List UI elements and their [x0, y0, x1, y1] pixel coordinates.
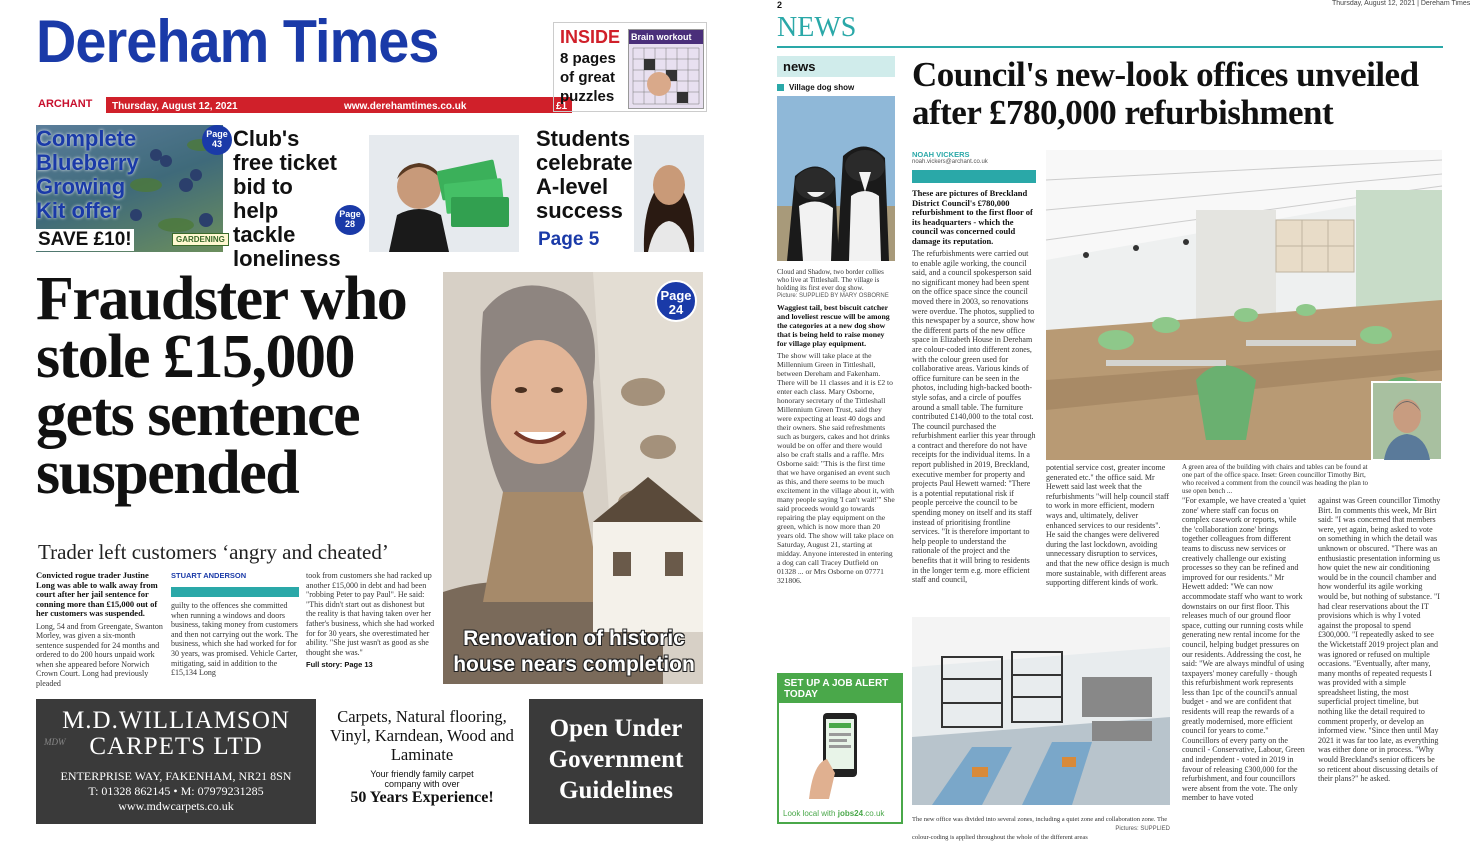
news-sidebar — [777, 56, 895, 668]
main-photo-caption-box — [1182, 463, 1372, 495]
cover-price: £1 — [556, 101, 568, 112]
students-headline: Students celebrate A-level success — [536, 126, 633, 223]
blueberry-headline: Complete Blueberry Growing Kit offer — [36, 126, 139, 223]
lead-intro: Convicted rogue trader Justine Long was able to walk away from court after her jail sentence for conning more than £15,000 out of her customers was suspended. — [36, 570, 158, 618]
date-bar — [36, 95, 568, 115]
article-byline: NOAH VICKERS — [912, 150, 970, 159]
page-number: 2 — [777, 0, 783, 10]
puzzle-grid-icon — [629, 44, 703, 106]
puzzle-title: Brain workout — [629, 30, 703, 44]
full-story-link[interactable]: Full story: Page 13 — [306, 660, 373, 670]
sidebar-label: news — [777, 56, 895, 77]
lead-col3-text: took from customers she had racked up another £15,000 in debt and had been "robbing Peter to pay Paul". He said: "This didn't start out as dishonest but the reality is that having taken over her father's business, which she had worked for for 30 years, she overestimated her ability. "She just wasn't as good as she thought she was." — [306, 571, 435, 657]
byline-bar — [171, 587, 299, 597]
article-headline: Council's new-look offices unveiled after £780,000 refurbishment — [912, 55, 1419, 132]
article-col2-text: potential service cost, greater income generated etc." the office said. Mr Hewett said last week that the refurbishments "will help council staff to work in more efficient, modern ways and, ultimately, deliver enhanced services to our residents". He said the changes were delivered during the last lockdown, avoiding unnecessary disruption to services, and that the new office design is much more sustainable, with different areas supporting different kinds of work. — [1046, 463, 1170, 588]
ad-williamson-carpets[interactable] — [36, 699, 316, 824]
inside-text: 8 pages of great puzzles — [560, 50, 616, 105]
job-ad-footer-post: .co.uk — [863, 809, 885, 818]
ad1-logo-mark: MDW — [44, 737, 66, 747]
lead-col2-text: guilty to the offences she committed when running a windows and doors business, taking money from customers and then not carrying out the work. The business, which she had worked for for 30 years, was promised. Vehicle Carter, mitigating, said in addition to the £15,134 Long — [171, 601, 298, 678]
ad1-phone: T: 01328 862145 • M: 07979231285 — [88, 784, 264, 798]
sidebar-intro: Waggiest tail, best biscuit catcher and loveliest rescue will be among the categories at a new dog show that is being held to raise money for village play equipment. — [777, 303, 890, 348]
article-intro: These are pictures of Breckland District Council's £780,000 refurbishment to the first floor of its headquarters - which the council was concerned could damage its reputation. — [912, 188, 1033, 246]
inside-label: INSIDE — [560, 27, 621, 47]
article-col-1 — [912, 150, 1036, 651]
ad-flooring[interactable] — [322, 699, 522, 824]
gardening-logo: GARDENING — [172, 233, 229, 246]
dogs-caption: Cloud and Shadow, two border collies who live at Tittleshall. The village is holding its first ever dog show. — [777, 268, 884, 292]
article-col-2 — [1046, 463, 1170, 588]
sidebar-tag: Village dog show — [789, 83, 855, 92]
article-col3-text: "For example, we have created a 'quiet zone' where staff can focus on complex casework or reports, while the 'collaboration zone' brings together colleagues from different teams to discuss new services or creatively challenge our existing processes so they can be refined and improved for our residents." Mr Hewett added: "We can now accommodate staff who want to work downstairs on our first floor. This releases much of our ground floor space, cutting our running costs while generating new rental income for the council, helping budget pressures on our residents. Addressing the cost, he said: "We are always mindful of using taxpayers' money carefully - though this refurbishment work represents less than 1pc of the council's annual budget - and we are confident that residents will reap the rewards of a greatly modernised, more efficient council for years to come." Councillors of every party on the council - Conservative, Labour, Green and independent - voted in 2019 in favour of releasing £300,000 for the refurbishment, and four councillors were absent from the vote. The only member to have voted — [1182, 496, 1306, 803]
ad2-line2: Your friendly family carpet company with over — [370, 769, 474, 789]
office-photo-main — [1046, 150, 1442, 460]
ad1-address: ENTERPRISE WAY, FAKENHAM, NR21 8SN — [60, 769, 292, 783]
bottom-caption-box — [912, 808, 1170, 844]
main-photo-caption: A green area of the building with chairs and tables can be found at one part of the office space. Inset: Green councillor Timothy Birt, who received a comment from the council was heading the plan to use open bench ... — [1182, 463, 1369, 495]
blueberry-saving: SAVE £10! — [38, 229, 132, 250]
ad2-line1: Carpets, Natural flooring, Vinyl, Karndean, Wood and Laminate — [330, 707, 514, 764]
page-badge: Page 24 — [655, 280, 697, 322]
ad3-text: Open Under Government Guidelines — [548, 715, 684, 804]
section-title: NEWS — [777, 12, 857, 43]
lead-photo — [443, 272, 703, 684]
job-ad-footer-pre: Look local with — [783, 809, 836, 818]
man-with-tickets-photo — [369, 135, 519, 252]
ad2-line3: 50 Years Experience! — [350, 789, 494, 806]
tag-marker-icon — [777, 84, 784, 91]
byline-bar — [912, 170, 1036, 183]
page-badge: Page 28 — [335, 205, 365, 235]
job-ad-footer-brand: jobs24 — [837, 809, 864, 818]
dogs-credit: Picture: SUPPLIED BY MARY OSBORNE — [777, 293, 889, 299]
job-ad-title: SET UP A JOB ALERT TODAY — [779, 675, 901, 703]
inside-puzzles-teaser[interactable] — [553, 22, 707, 112]
student-photo — [634, 135, 704, 252]
article-col-4 — [1318, 496, 1442, 818]
photo-caption: Renovation of historic house nears completion — [453, 627, 695, 676]
article-email: noah.vickers@archant.co.uk — [912, 159, 988, 165]
councillor-inset-photo — [1372, 382, 1442, 460]
website-link[interactable]: www.derehamtimes.co.uk — [344, 101, 467, 112]
lead-col1-text: Long, 54 and from Greengate, Swanton Morley, was given a six-month sentence suspended for 24 months and ordered to do 200 hours unpaid work when she appeared before Norwich Crown Court. Long had previously pleaded — [36, 621, 163, 689]
office-zones-photo — [912, 617, 1170, 805]
lead-headline: Fraudster who stole £15,000 gets sentence suspended — [36, 265, 407, 507]
job-alert-ad[interactable] — [777, 673, 903, 824]
lead-col-1 — [36, 571, 164, 689]
ad1-website: www.mdwcarpets.co.uk — [118, 799, 234, 813]
issue-date: Thursday, August 12, 2021 — [112, 101, 238, 112]
ad1-line1: M.D.WILLIAMSON — [62, 707, 290, 734]
sidebar-body: The show will take place at the Millennium Green in Tittleshall, between Dereham and Fakenham. There will be 11 classes and it is £2 to enter each class. Mary Osborne, honorary secretary of the Tittleshall Millennium Green Trust, said they were expecting at least 40 dogs and their owners. She said refreshments such as burgers, cakes and hot drinks would be on offer and there would also be craft stalls and a raffle. Mrs Osborne said: "This is the first time that we have organised an event such as this, and there seems to be much excitement in the village about it, with many people saying 'I can't wait!'" She said proceeds would go towards repairing the play equipment on the green, which is now more than 20 years old. The show will take place on Saturday, August 21, starting at midday. Anyone interested in entering a dog can call Tracey Dutfield on 01328 ... or Mrs Osborne on 07771 321806. — [777, 351, 895, 585]
bottom-photo-credit: Pictures: SUPPLIED — [1115, 826, 1170, 832]
bottom-photo-caption: The new office was divided into several zones, including a quiet zone and collaboration zone. The colour-coding is applied throughout the whole of the different areas — [912, 816, 1168, 841]
club-headline: Club's free ticket bid to help tackle loneliness — [233, 126, 341, 271]
office-photo-bottom — [912, 617, 1170, 805]
publisher-logo: ARCHANT — [38, 98, 93, 110]
students-page-link[interactable]: Page 5 — [538, 229, 600, 250]
article-col4-text: against was Green councillor Timothy Birt. In comments this week, Mr Birt said: "I was concerned that members were, yet again, being asked to vote on something in which the detail was unknown or obscured. "There was an enthusiastic presentation informing us how quiet the new air conditioning would be in the council chamber and how wonderful its agile working would be, but nothing of substance. "I had clear reservations about the IT provisions which is why I voted against the proposal to spend £300,000. "I repeatedly asked to see the Wicketstaff 2019 project plan and was ignored or refused on multiple occasions. "Eventually, after many, many months of repeated requests I was provided with a simple spreadsheet listing, the most superficial project timeline, but nothing like the detail required to comment properly, or develop an informed view. "Since then until May 2021 it was far too late, as everything was either done or in process. "Why would Breckland's senior officers be so reticent about discussing details of their plans?" he asked. — [1318, 496, 1441, 784]
dogs-photo — [777, 96, 895, 261]
phone-in-hand-icon — [779, 703, 901, 799]
club-teaser[interactable] — [229, 125, 519, 271]
folio: Thursday, August 12, 2021 | Dereham Times — [1332, 0, 1471, 7]
masthead: Dereham Times — [36, 8, 439, 75]
lead-standfirst: Trader left customers ‘angry and cheated’ — [38, 540, 389, 564]
blueberry-teaser[interactable] — [36, 125, 228, 252]
article-col-3 — [1182, 496, 1306, 818]
ad-open-under-guidelines[interactable] — [529, 699, 703, 824]
lead-byline: STUART ANDERSON — [171, 571, 247, 580]
page-badge: Page 43 — [202, 125, 232, 155]
article-col1-text: The refurbishments were carried out to enable agile working, the council said, and a council spokesperson said no significant money had been spent on the office space since the council moved there in 2003, so renovations were overdue. The photos, supplied to this newspaper by a source, show how the different parts of the new office space in Elizabeth House in Dereham are colour-coded into different zones, with the colour green used for collaborative areas. Various kinds of office furniture can be seen in the photos, including high-backed booth-style sofas, and a circle of pouffes around a small table. The furniture contributed £140,000 to the total cost. The council purchased the refurbishment earlier this year through a contract and therefore do not have receipts for the individual items. In a report published in 2019, Breckland, executive member for property and projects Paul Hewett warned: "There is a potential reputational risk if people perceive the council to be spending money on itself and its staff instead of prioritising frontline services. "It is therefore important to help people to understand the rationale of the project and the benefits that it will bring to residents in the longer term e.g. more efficient staff and council, — [912, 249, 1036, 585]
ad1-line2: CARPETS LTD — [89, 733, 263, 760]
lead-col-2 — [171, 571, 299, 678]
lead-col-3 — [306, 571, 436, 669]
students-teaser[interactable] — [534, 125, 704, 252]
woman-portrait-photo — [443, 272, 703, 684]
section-rule — [777, 46, 1443, 48]
puzzle-thumbnail — [628, 29, 704, 109]
